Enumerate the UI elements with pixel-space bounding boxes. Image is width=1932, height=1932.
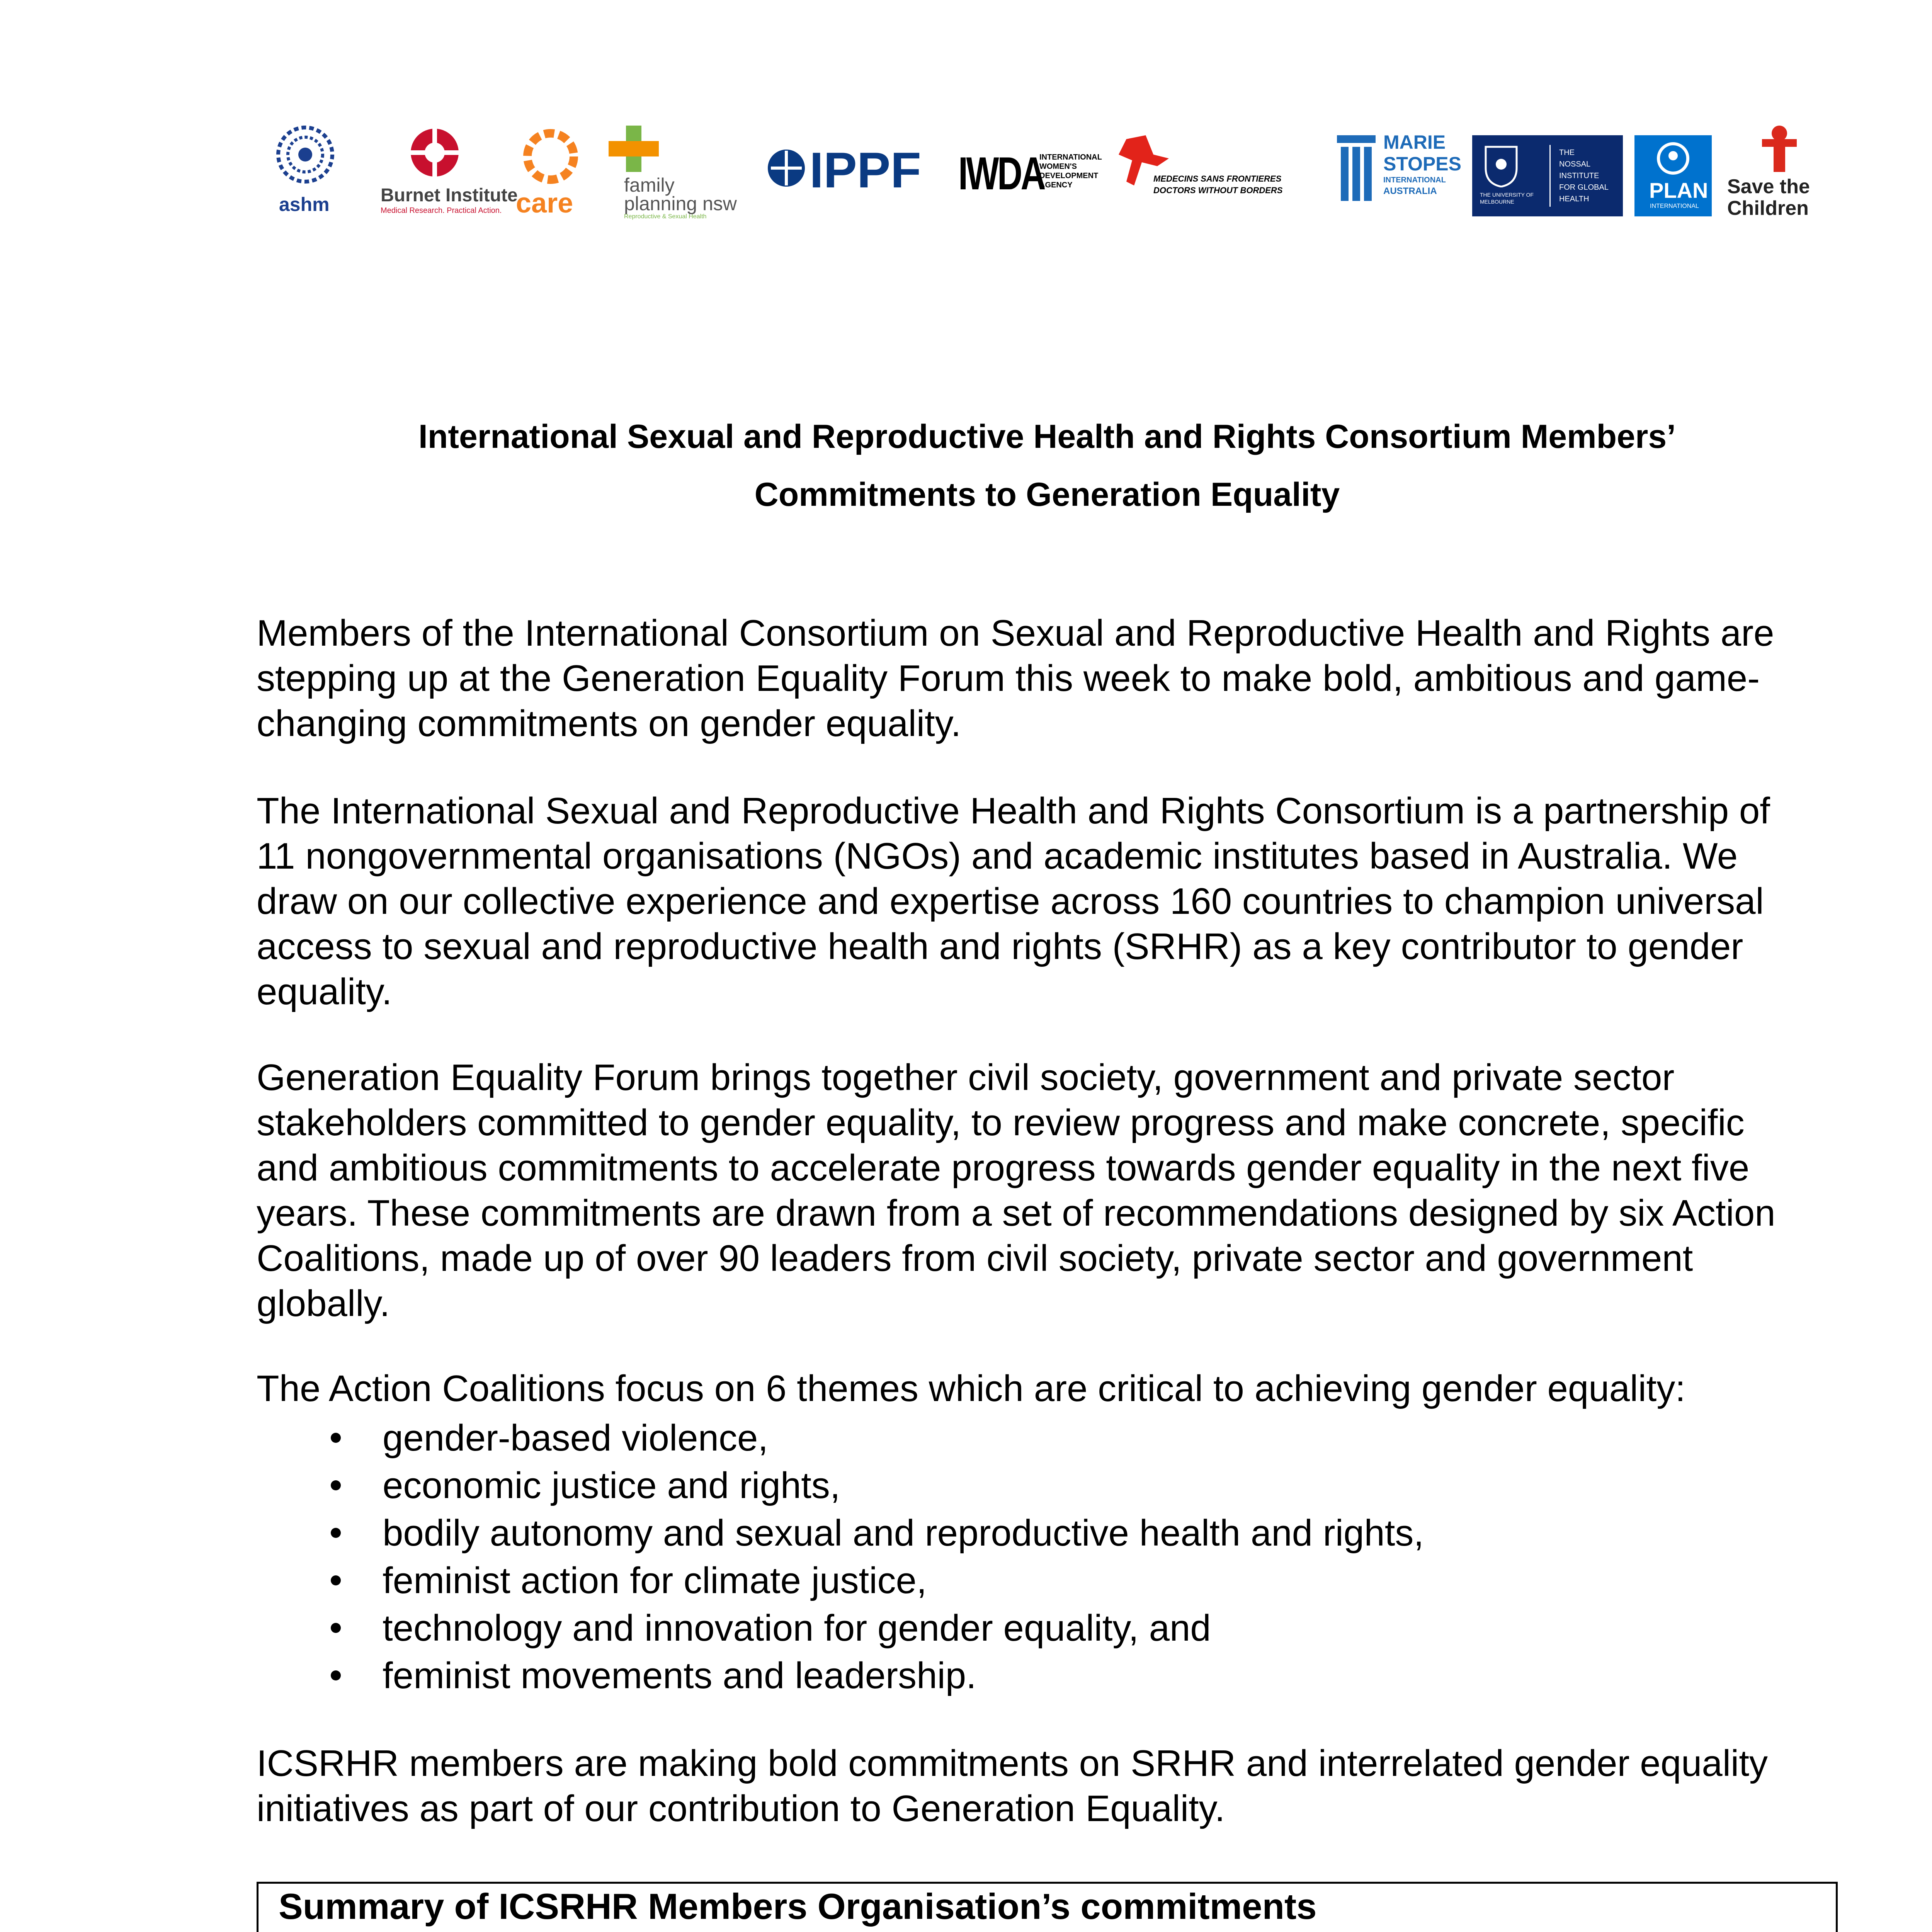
themes-intro: The Action Coalitions focus on 6 themes which are critical to achieving gender equality: [257, 1368, 1686, 1409]
fpnsw-line1: family [624, 174, 675, 196]
fpnsw-tagline: Reproductive & Sexual Health [624, 213, 707, 220]
marie-stopes-column-icon [1333, 131, 1379, 209]
list-item: bodily autonomy and sexual and reproductive health and rights, [257, 1509, 1424, 1557]
forum-paragraph: Generation Equality Forum brings together civil society, government and private sector stakeholders committed to gender equality, to review progress and make concrete, specific and ambitious commitments to accelerate progress towards gender equality in the next five years. These commitments are drawn from a set of recommendations designed by six Action Coalitions, made up of over 90 leaders from civil society, private sector and government globally. [257, 1057, 1776, 1324]
care-wordmark: care [516, 188, 573, 219]
ippf-logo [765, 124, 947, 224]
themes-list [257, 1414, 1424, 1699]
fpnsw-cross-icon [607, 124, 665, 174]
save-children-figure-icon [1758, 124, 1801, 174]
table-header [259, 1884, 1836, 1932]
iwda-small-mark: IWDA [958, 148, 1044, 199]
ashm-globe-icon [270, 124, 340, 201]
fpnsw-line2: planning nsw [624, 193, 737, 214]
plan-person-icon [1656, 141, 1690, 176]
ashm-logo [270, 124, 340, 224]
ashm-wordmark: ashm [279, 194, 330, 215]
table-header-text: Summary of ICSRHR Members Organisation’s commitments [279, 1886, 1317, 1927]
closing-paragraph: ICSRHR members are making bold commitments on SRHR and interrelated gender equality initiatives as part of our contribution to Generation Equality. [257, 1743, 1768, 1829]
save-the-children-logo [1727, 124, 1832, 224]
burnet-wordmark: Burnet Institute [381, 185, 518, 206]
plan-logo [1634, 135, 1712, 216]
fpnsw-logo [607, 124, 753, 224]
unimelb-nossal-logo [1472, 135, 1623, 216]
plan-sub: INTERNATIONAL [1650, 203, 1699, 209]
save-children-wordmark: Save the Children [1727, 175, 1810, 219]
care-hands-icon [522, 128, 580, 185]
burnet-tagline: Medical Research. Practical Action. [381, 206, 502, 215]
msf-line1: MEDECINS SANS FRONTIERES [1153, 174, 1282, 184]
list-item: gender-based violence, [257, 1414, 1424, 1462]
marie-stopes-logo [1333, 124, 1461, 224]
commitments-table [257, 1882, 1838, 1932]
list-item: feminist action for climate justice, [257, 1557, 1424, 1604]
msf-logo [1111, 124, 1312, 224]
ippf-wordmark: IPPF [810, 142, 921, 198]
consortium-paragraph: The International Sexual and Reproductive Health and Rights Consortium is a partnership of 11 nongovernmental organisations (NGOs) and academic institutes based in Australia. We draw on our collective experience and expertise across 160 countries to champion universal access to sexual and reproductive health and rights (SRHR) as a key contributor to gender equality. [257, 790, 1770, 1012]
intro-paragraph: Members of the International Consortium on Sexual and Reproductive Health and Rights are stepping up at the Generation Equality Forum this week to make bold, ambitious and game- changing commitments on gender equality. [257, 612, 1774, 744]
burnet-logo [381, 124, 518, 224]
iwda-small-sub: INTERNATIONAL WOMEN'S DEVELOPMENT AGENCY [1039, 153, 1102, 189]
nossal-wordmark: THE NOSSAL INSTITUTE FOR GLOBAL HEALTH [1559, 148, 1609, 203]
iwda-small-logo [958, 124, 1102, 224]
partner-logos [270, 124, 1832, 224]
care-logo [512, 124, 589, 224]
msf-line2: DOCTORS WITHOUT BORDERS [1153, 185, 1283, 195]
marie-stopes-wordmark: MARIE STOPES INTERNATIONAL AUSTRALIA [1383, 131, 1461, 196]
title-line: International Sexual and Reproductive Health and Rights Consortium Members’ [418, 418, 1676, 455]
list-item: economic justice and rights, [257, 1462, 1424, 1509]
list-item: technology and innovation for gender equality, and [257, 1604, 1424, 1652]
ippf-globe-icon [765, 147, 808, 189]
unimelb-wordmark: THE UNIVERSITY OF MELBOURNE [1480, 192, 1534, 205]
title-line: Commitments to Generation Equality [754, 476, 1340, 513]
plan-wordmark: PLAN [1649, 178, 1708, 202]
burnet-emblem-icon [404, 124, 466, 182]
unimelb-crest-icon [1484, 145, 1519, 187]
page-title [255, 408, 1839, 524]
list-item: feminist movements and leadership. [257, 1652, 1424, 1699]
